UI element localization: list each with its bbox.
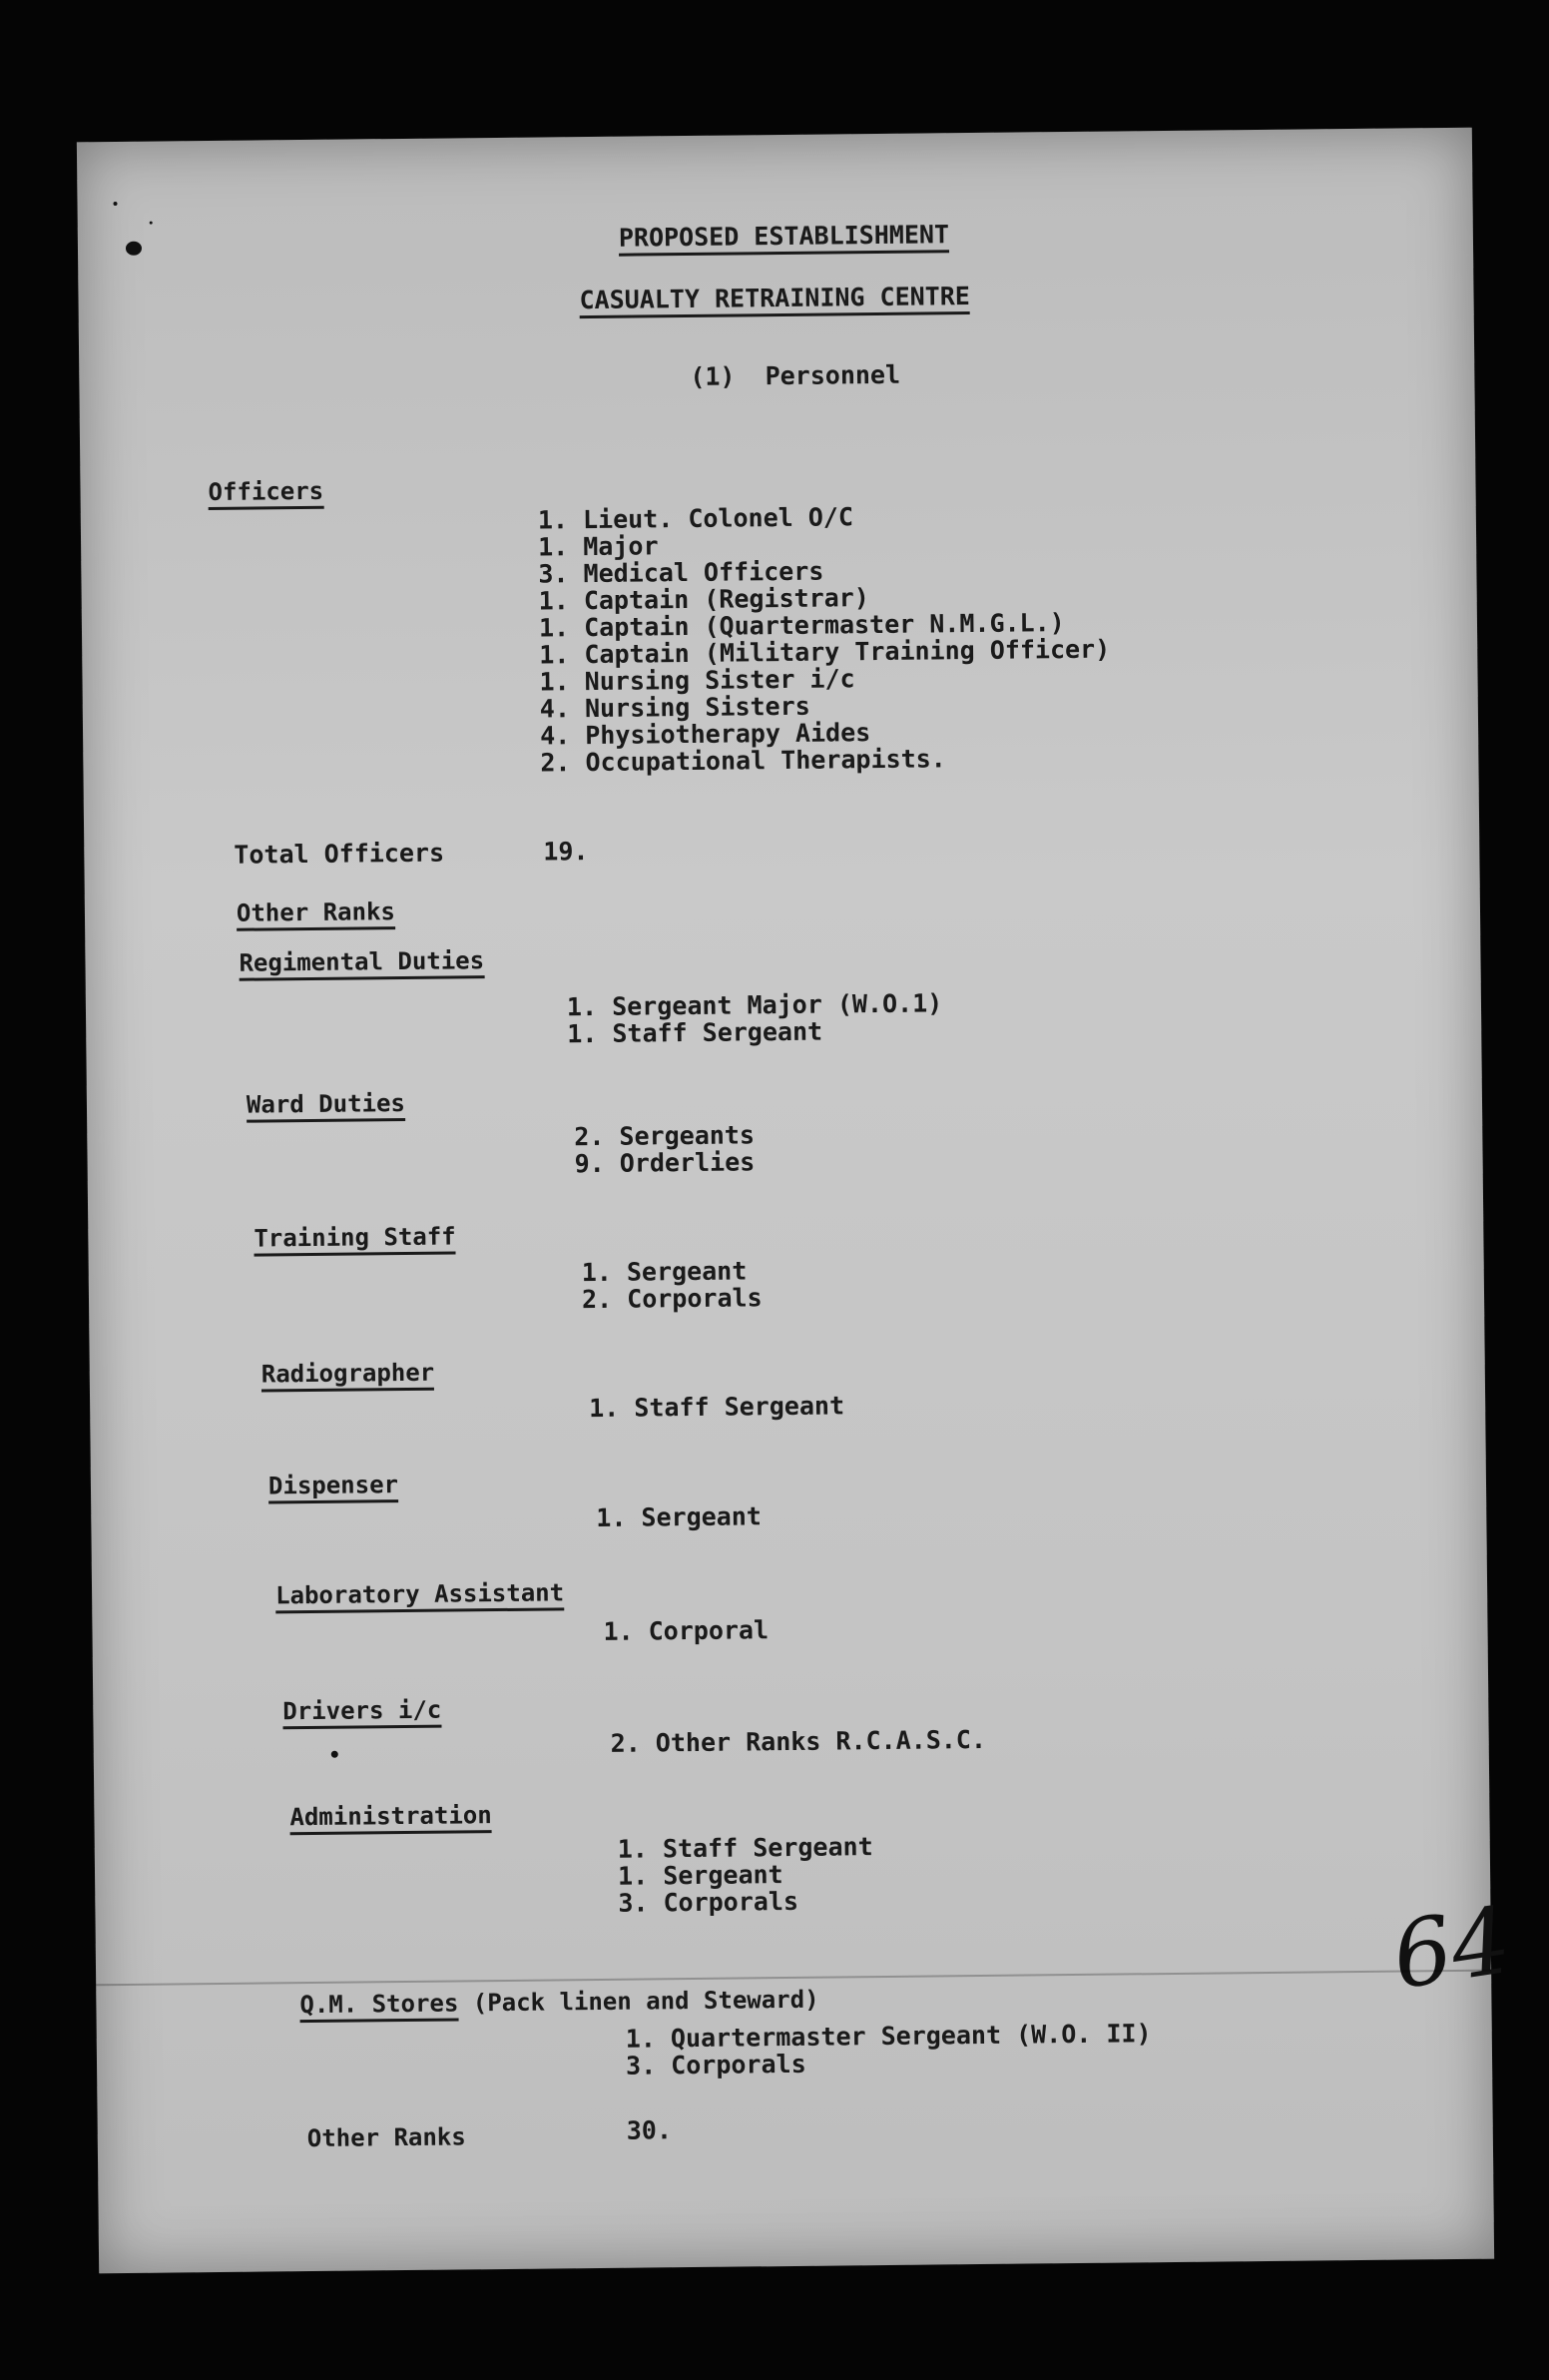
- group-heading-qm-stores-title: Q.M. Stores: [299, 1989, 458, 2023]
- list-item: 2. Sergeants: [574, 1120, 756, 1152]
- group-list-ward-duties: [574, 1121, 755, 1177]
- list-item: 1. Quartermaster Sergeant (W.O. II): [625, 2019, 1152, 2054]
- list-item: 2. Corporals: [581, 1283, 763, 1315]
- group-list-radiographer: [589, 1392, 844, 1422]
- list-item: 4. Nursing Sisters: [539, 691, 810, 724]
- list-item: 9. Orderlies: [574, 1147, 756, 1179]
- list-item: 3. Corporals: [618, 1886, 799, 1918]
- ink-speck: [331, 1751, 338, 1758]
- list-item: 1. Sergeant Major (W.O.1): [566, 988, 943, 1022]
- list-item: 1. Nursing Sister i/c: [539, 664, 855, 697]
- total-officers-value: 19.: [543, 837, 589, 867]
- officers-list: [538, 501, 1112, 777]
- list-item: 1. Captain (Quartermaster N.M.G.L.): [538, 608, 1065, 643]
- other-ranks-heading: Other Ranks: [237, 897, 395, 931]
- group-heading-regimental-duties: Regimental Duties: [239, 946, 484, 981]
- list-item: 1. Staff Sergeant: [617, 1832, 873, 1864]
- ink-speck: [113, 202, 117, 206]
- list-item: 2. Other Ranks R.C.A.S.C.: [610, 1724, 987, 1758]
- list-item: 1. Lieut. Colonel O/C: [537, 502, 854, 535]
- list-item: 4. Physiotherapy Aides: [539, 718, 871, 751]
- list-item: 1. Staff Sergeant: [589, 1391, 845, 1424]
- document-title: PROPOSED ESTABLISHMENT: [619, 221, 949, 256]
- document-page: [77, 128, 1518, 2274]
- ink-speck: [150, 222, 153, 225]
- officers-heading: Officers: [208, 477, 323, 510]
- list-item: 3. Corporals: [625, 2049, 806, 2081]
- group-list-regimental-duties: [567, 989, 943, 1047]
- group-list-training-staff: [582, 1257, 763, 1313]
- page-fold-line: [96, 1970, 1491, 1987]
- list-item: 1. Staff Sergeant: [567, 1016, 823, 1049]
- total-officers-label: Total Officers: [234, 838, 445, 870]
- group-list-drivers: [611, 1726, 987, 1757]
- list-item: 1. Sergeant: [596, 1501, 763, 1533]
- list-item: 2. Occupational Therapists.: [540, 744, 946, 778]
- other-ranks-total-value: 30.: [626, 2115, 673, 2145]
- list-item: 1. Corporal: [603, 1615, 770, 1646]
- list-item: 1. Major: [537, 531, 659, 562]
- group-list-administration: [618, 1833, 874, 1917]
- group-heading-administration: Administration: [289, 1801, 492, 1835]
- handwritten-page-number: 64: [1385, 1886, 1518, 2011]
- group-heading-qm-stores: [299, 1986, 818, 2019]
- list-item: 3. Medical Officers: [538, 556, 824, 589]
- group-list-qm-stores: [626, 2020, 1152, 2080]
- other-ranks-total-label: Other Ranks: [306, 2122, 466, 2153]
- group-heading-qm-stores-note: (Pack linen and Steward): [458, 1985, 819, 2018]
- group-heading-dispenser: Dispenser: [268, 1471, 398, 1503]
- group-heading-radiographer: Radiographer: [261, 1359, 435, 1393]
- group-heading-laboratory-assistant: Laboratory Assistant: [275, 1578, 564, 1613]
- document-subtitle: CASUALTY RETRAINING CENTRE: [579, 283, 970, 318]
- group-heading-training-staff: Training Staff: [254, 1222, 456, 1256]
- list-item: 1. Sergeant: [581, 1256, 748, 1288]
- ink-speck: [126, 242, 142, 256]
- section-heading: (1) Personnel: [690, 359, 901, 391]
- group-heading-ward-duties: Ward Duties: [247, 1089, 405, 1123]
- list-item: 1. Captain (Military Training Officer): [539, 634, 1111, 670]
- group-list-laboratory-assistant: [603, 1616, 769, 1645]
- group-list-dispenser: [596, 1502, 762, 1531]
- list-item: 1. Captain (Registrar): [538, 583, 869, 616]
- group-heading-drivers: Drivers i/c: [282, 1696, 441, 1730]
- list-item: 1. Sergeant: [617, 1860, 783, 1891]
